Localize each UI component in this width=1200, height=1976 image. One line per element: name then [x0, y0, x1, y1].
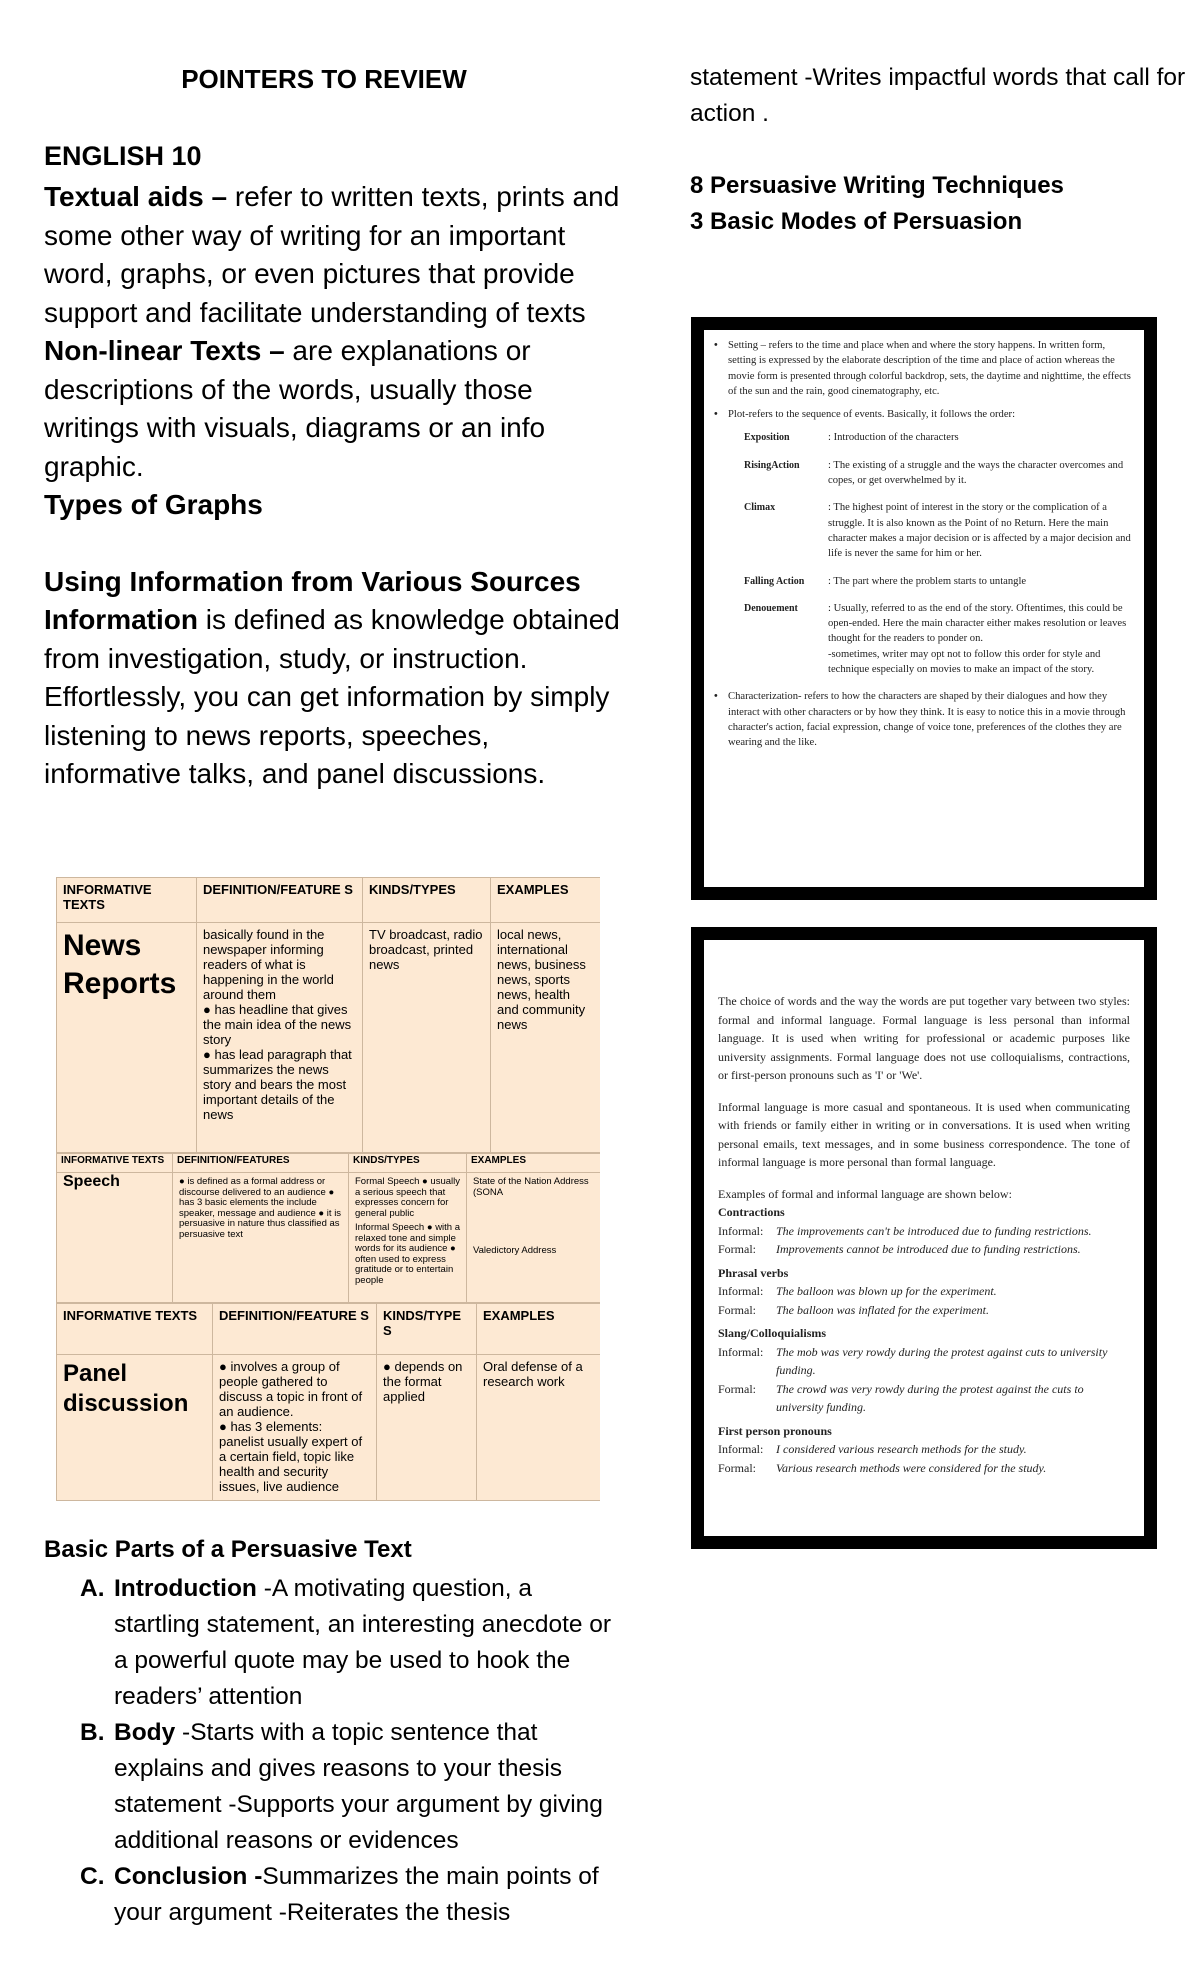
speech-label: Speech: [57, 1173, 173, 1303]
informal-example: I considered various research methods for the study.: [776, 1442, 1027, 1456]
setting-text: Setting – refers to the time and place when and where the story happens. In written form, setting is expressed by the elaborate description of the time and place of action whereas the movie form is presented through colorful backdrop, sets, the daytime and nighttime, the effects of the sun and the rain, good cinematography, etc.: [728, 340, 1131, 397]
plot-term: Denouement: [744, 602, 798, 614]
informal-example: The improvements can't be introduced due to funding restrictions.: [776, 1223, 1092, 1238]
table-header: DEFINITION/FEATURES: [173, 1154, 349, 1173]
plot-bullet: [714, 407, 1134, 422]
formal-example: The balloon was inflated for the experiment.: [776, 1302, 989, 1317]
speech-examples: [467, 1173, 601, 1303]
table-header: KINDS/TYPES: [349, 1154, 467, 1173]
news-reports-table: [56, 877, 600, 1153]
textual-aids-definition: refer to written texts, prints and some other way of writing for an important word, graphs, or even pictures that provide support and facilitate understanding of texts: [44, 181, 620, 328]
example-category: Slang/Colloquialisms: [718, 1326, 827, 1340]
techniques-heading: 8 Persuasive Writing Techniques: [690, 172, 1064, 199]
table-header: KINDS/TYPE S: [377, 1304, 477, 1355]
table-header: DEFINITION/FEATURE S: [197, 878, 363, 923]
informative-texts-infographic: [56, 877, 600, 1501]
formal-label: Formal:: [718, 1302, 756, 1317]
plot-item: [744, 601, 1134, 677]
plot-item: [744, 430, 1134, 445]
characterization-bullet: [714, 689, 1134, 750]
panel-discussion-table: [56, 1303, 600, 1501]
example-group: [718, 1203, 1130, 1259]
plot-term: RisingAction: [744, 459, 800, 471]
news-reports-kinds: TV broadcast, radio broadcast, printed news: [363, 923, 491, 1153]
plot-desc: : The highest point of interest in the story or the complication of a struggle. It is also known as the Point of no Return. Here the main character makes a major decision or is affected by a major decision and life is never the same for him or her.: [828, 502, 1131, 560]
nonlinear-paragraph: [44, 332, 624, 486]
table-header: EXAMPLES: [491, 878, 601, 923]
list-marker: C.: [80, 1863, 105, 1890]
part-label: Body: [114, 1719, 176, 1746]
plot-text: Plot-refers to the sequence of events. Basically, it follows the order:: [728, 409, 1016, 421]
bullet-icon: •: [714, 691, 718, 703]
formal-label: Formal:: [718, 1381, 756, 1396]
plot-desc: : Introduction of the characters: [828, 432, 959, 444]
examples-intro: Examples of formal and informal language are shown below:: [718, 1186, 1012, 1201]
list-item: [80, 1859, 620, 1931]
formal-label: Formal:: [718, 1460, 756, 1475]
list-item: [80, 1715, 620, 1859]
plot-term: Exposition: [744, 432, 790, 444]
part-text: -A motivating question, a startling statement, an interesting anecdote or a powerful quote may be used to hook the readers’ attention: [114, 1575, 612, 1710]
speech-table: [56, 1153, 600, 1303]
plot-term: Climax: [744, 502, 776, 514]
persuasive-parts-list: [80, 1571, 620, 1931]
formal-example: The crowd was very rowdy during the protest against the cuts to university funding.: [776, 1381, 1084, 1414]
example-group: [718, 1264, 1130, 1320]
speech-kinds-formal: Formal Speech ● usually a serious speech that expresses concern for general public: [355, 1176, 461, 1219]
news-reports-examples: local news, international news, business news, sports news, health and community news: [491, 923, 601, 1153]
table-header: EXAMPLES: [477, 1304, 601, 1355]
table-header: KINDS/TYPES: [363, 878, 491, 923]
panel-discussion-kinds: ● depends on the format applied: [377, 1355, 477, 1501]
right-column: [690, 60, 1190, 240]
example-group: [718, 1422, 1130, 1478]
list-item: [80, 1571, 620, 1715]
formal-informal-language-image: [691, 927, 1157, 1549]
informal-example: The mob was very rowdy during the protest against cuts to university funding.: [776, 1344, 1108, 1377]
table-header: INFORMATIVE TEXTS: [57, 1154, 173, 1173]
informal-label: Informal:: [718, 1442, 764, 1456]
news-reports-definition: basically found in the newspaper informing readers of what is happening in the world around them ● has headline that gives the main idea of the news story ● has lead paragraph that summarizes the news story and bears the most important details of the news: [197, 923, 363, 1153]
part-label: Conclusion -: [114, 1863, 263, 1890]
informal-label: Informal:: [718, 1344, 764, 1359]
subject-heading: ENGLISH 10: [44, 141, 202, 171]
speech-example-sona: State of the Nation Address (SONA: [473, 1176, 589, 1198]
informal-label: Informal:: [718, 1223, 764, 1238]
part-text: -Starts with a topic sentence that explains and gives reasons to your thesis statement -Supports your argument by giving additional reasons or evidences: [114, 1719, 603, 1854]
modes-heading: 3 Basic Modes of Persuasion: [690, 208, 1023, 235]
news-reports-label: News Reports: [57, 923, 197, 1153]
panel-discussion-label: Panel discussion: [57, 1355, 213, 1501]
informal-example: The balloon was blown up for the experiment.: [776, 1284, 997, 1298]
plot-desc: : The existing of a struggle and the ways the character overcomes and copes, or get overwhelmed by it.: [828, 459, 1124, 487]
informal-language-paragraph: Informal language is more casual and spontaneous. It is used when communicating with friends or family either in writing or in conversations. It is used when writing personal emails, text messages, and in some business correspondence. The tone of informal language is more personal than formal language.: [718, 1099, 1130, 1169]
formal-example: Improvements cannot be introduced due to funding restrictions.: [776, 1242, 1081, 1256]
plot-desc: : The part where the problem starts to untangle: [828, 575, 1027, 587]
nonlinear-definition: are explanations or descriptions of the words, usually those writings with visuals, diagrams or an info graphic.: [44, 335, 546, 482]
characterization-text: Characterization- refers to how the characters are shaped by their dialogues and how they interact with other characters or by how they think. It is easy to notice this in a movie through character's action, facial expression, change of voice tone, preferences of the clothes they are wearing and the like.: [728, 691, 1126, 749]
speech-definition: ● is defined as a formal address or discourse delivered to an audience ● has 3 basic elements the include speaker, message and audience ● it is persuasive in nature thus classified as persuasive text: [173, 1173, 349, 1303]
page-title: POINTERS TO REVIEW: [181, 64, 467, 94]
panel-discussion-definition: ● involves a group of people gathered to discuss a topic in front of an audience. ● has 3 elements: panelist usually expert of a certain field, topic like health and security issues, live audience: [213, 1355, 377, 1501]
story-elements-image: [691, 317, 1157, 900]
plot-item: [744, 458, 1134, 489]
plot-item: [744, 500, 1134, 561]
list-marker: B.: [80, 1719, 105, 1746]
example-category: Contractions: [718, 1205, 785, 1219]
speech-example-valedictory: Valedictory Address: [473, 1245, 557, 1256]
plot-item: [744, 574, 1134, 589]
part-label: Introduction: [114, 1575, 257, 1602]
list-marker: A.: [80, 1575, 105, 1602]
informal-label: Informal:: [718, 1284, 764, 1298]
example-category: First person pronouns: [718, 1423, 832, 1438]
formal-example: Various research methods were considered for the study.: [776, 1460, 1047, 1475]
nonlinear-term: Non-linear Texts –: [44, 335, 285, 366]
textual-aids-paragraph: [44, 178, 624, 332]
panel-discussion-examples: Oral defense of a research work: [477, 1355, 601, 1501]
using-info-heading: Using Information from Various Sources: [44, 565, 581, 597]
plot-term: Falling Action: [744, 575, 805, 587]
example-group: [718, 1324, 1130, 1417]
part-text: Summarizes the main points of your argument -Reiterates the thesis: [114, 1863, 599, 1926]
bullet-icon: •: [714, 340, 718, 351]
table-header: INFORMATIVE TEXTS: [57, 1304, 213, 1355]
setting-bullet: [714, 338, 1134, 399]
table-header: EXAMPLES: [467, 1154, 601, 1173]
textual-aids-term: Textual aids –: [44, 181, 228, 212]
types-of-graphs-heading: Types of Graphs: [44, 489, 263, 520]
table-header: DEFINITION/FEATURE S: [213, 1304, 377, 1355]
bullet-icon: •: [714, 409, 718, 421]
left-column: [44, 60, 624, 794]
formal-label: Formal:: [718, 1242, 756, 1256]
information-term: Information: [44, 604, 198, 635]
speech-kinds: [349, 1173, 467, 1303]
information-definition: is defined as knowledge obtained from investigation, study, or instruction. Effortlessly, you can get information by simply listening to news reports, speeches, informative talks, and panel discussions.: [44, 604, 620, 789]
information-paragraph: [44, 601, 624, 794]
continued-text: statement -Writes impactful words that call for action .: [690, 64, 1186, 127]
plot-desc: : Usually, referred to as the end of the story. Oftentimes, this could be open-ended. Here the main character either makes resolution or leaves thought for the readers to ponder on. -sometimes, writer may opt not to follow this order for style and technique especially on movies to make an impact of the story.: [828, 602, 1127, 676]
table-header: INFORMATIVE TEXTS: [57, 878, 197, 923]
persuasive-parts-heading: Basic Parts of a Persuasive Text: [44, 1536, 412, 1563]
example-category: Phrasal verbs: [718, 1265, 789, 1280]
formal-language-paragraph: The choice of words and the way the words are put together vary between two styles: formal and informal language. Formal language is less personal than informal language. It is used when writing for professional or academic purposes like university assignments. Formal language does not use colloquialisms, contractions, or first-person pronouns such as 'I' or 'We'.: [718, 994, 1130, 1082]
speech-kinds-informal: Informal Speech ● with a relaxed tone and simple words for its audience ● often used to express gratitude or to entertain people: [355, 1222, 461, 1286]
